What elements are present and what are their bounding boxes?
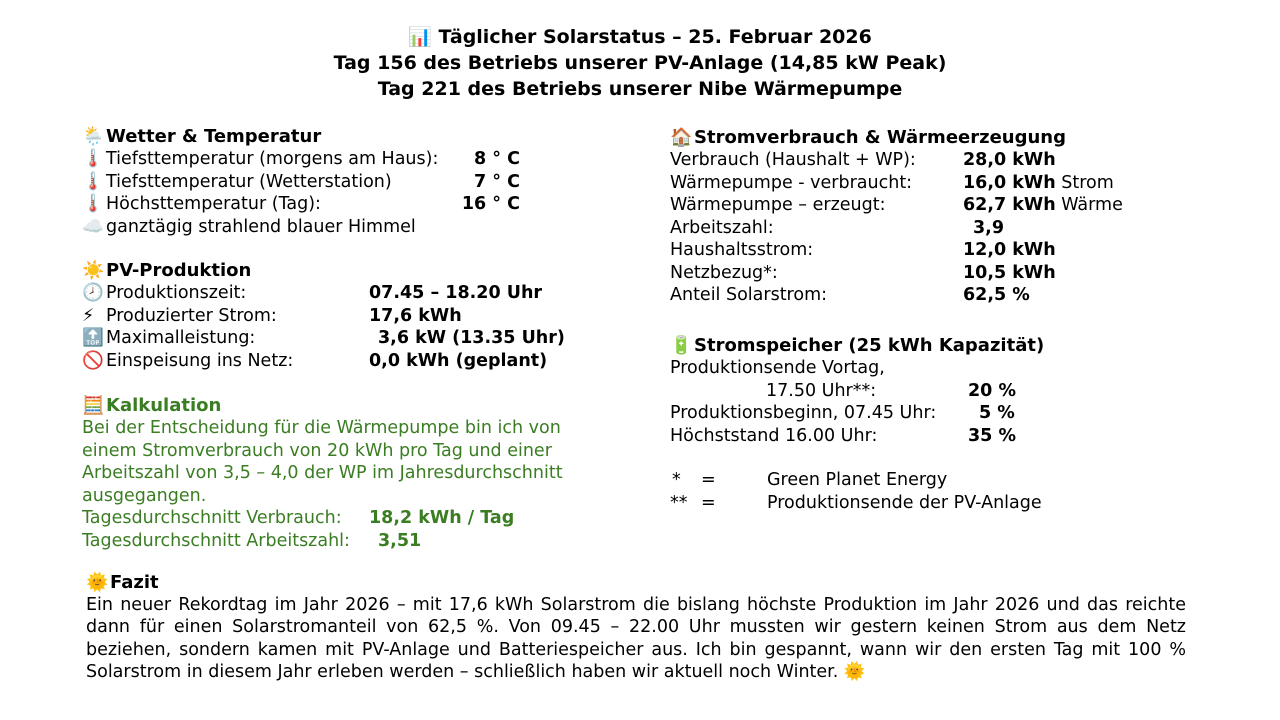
weather-icon: 🌦️ xyxy=(82,126,105,147)
top-icon: 🔝 xyxy=(82,328,104,348)
sun-face-icon: 🌞 xyxy=(843,661,866,682)
produced-energy-value: 17,6 kWh xyxy=(369,305,462,326)
pv-row: 🚫 Einspeisung ins Netz: 0,0 kWh (geplant) xyxy=(82,350,548,371)
consumption-section xyxy=(670,127,1210,307)
weather-sky-row: ☁️ ganztägig strahlend blauer Himmel xyxy=(82,216,416,237)
avg-consumption-value: 18,2 kWh / Tag xyxy=(369,508,515,528)
hp-consumed-value: 16,0 kWh xyxy=(963,172,1056,193)
total-consumption-value: 28,0 kWh xyxy=(963,150,1056,170)
thermometer-icon: 🌡️ xyxy=(82,194,104,214)
calculation-text: Bei der Entscheidung für die Wärmepumpe bin ich von einem Stromverbrauch von 20 kWh pro Tag und einer Arbeitszahl von 3,5 – 4,0 der WP im Jahresdurchschnitt ausgegangen. xyxy=(82,418,563,506)
temp-max-value: 16 ° C xyxy=(461,194,520,214)
storage-prev-end-value: 20 % xyxy=(968,380,1016,401)
weather-row: 🌡️ Tiefsttemperatur (Wetterstation) 7 ° C xyxy=(82,171,520,192)
pv-operation-day: Tag 156 des Betriebs unserer PV-Anlage (14,85 kW Peak) xyxy=(333,52,947,74)
grid-import-value: 10,5 kWh xyxy=(963,262,1056,283)
production-time-value: 07.45 – 18.20 Uhr xyxy=(369,283,543,303)
calculation-heading: 🧮Kalkulation xyxy=(82,395,222,416)
sun-face-icon: 🌞 xyxy=(86,572,109,593)
household-value: 12,0 kWh xyxy=(963,240,1056,260)
abacus-icon: 🧮 xyxy=(82,395,105,416)
storage-row: Höchststand 16.00 Uhr: 35 % xyxy=(670,425,1016,446)
footnote-row: * = Green Planet Energy xyxy=(672,470,948,490)
cloud-icon: ☁️ xyxy=(82,216,104,237)
consumption-row: Arbeitszahl: 3,9 xyxy=(670,217,1005,238)
temp-morning-value: 8 ° C xyxy=(474,149,520,169)
consumption-row: Wärmepumpe – erzeugt: 62,7 kWh Wärme xyxy=(670,195,1123,215)
thermometer-icon: 🌡️ xyxy=(82,149,104,169)
prohibited-icon: 🚫 xyxy=(82,350,104,371)
avg-cop-value: 3,51 xyxy=(378,530,422,551)
heatpump-operation-day: Tag 221 des Betriebs unserer Nibe Wärmepumpe xyxy=(377,78,903,100)
weather-heading: 🌦️Wetter & Temperatur xyxy=(82,126,322,147)
conclusion-text: Ein neuer Rekordtag im Jahr 2026 – mit 17,6 kWh Solarstrom die bislang höchste Produktion im Jahr 2026 und das reichte dann für einen Solarstromanteil von 62,5 %. Von 09.45 – 22.00 Uhr mussten wir gestern keinen Strom aus dem Netz beziehen, sondern kamen mit PV-Anlage und Batteriespeicher aus. Ich bin gespannt, wann wir den ersten Tag mit 100 % Solarstrom in diesem Jahr erleben werden – schließlich haben wir aktuell noch Winter. 🌞 xyxy=(86,595,1186,682)
calculation-row: Tagesdurchschnitt Verbrauch: 18,2 kWh / Tag xyxy=(82,508,515,528)
pv-section xyxy=(82,260,565,372)
battery-icon: 🔋 xyxy=(670,335,693,356)
consumption-row: Verbrauch (Haushalt + WP): 28,0 kWh xyxy=(670,150,1056,170)
temp-station-value: 7 ° C xyxy=(474,171,520,192)
storage-row: 17.50 Uhr**: 20 % xyxy=(766,380,1016,401)
storage-row: Produktionsende Vortag, xyxy=(670,358,885,378)
conclusion-heading: 🌞Fazit xyxy=(86,572,159,593)
consumption-row: Haushaltsstrom: 12,0 kWh xyxy=(670,240,1056,260)
grid-feed-value: 0,0 kWh (geplant) xyxy=(369,350,548,371)
consumption-row: Netzbezug*: 10,5 kWh xyxy=(670,262,1056,283)
storage-section xyxy=(670,335,1210,447)
thermometer-icon: 🌡️ xyxy=(82,171,104,192)
hp-produced-value: 62,7 kWh xyxy=(963,195,1056,215)
consumption-row: Anteil Solarstrom: 62,5 % xyxy=(670,285,1030,305)
storage-peak-value: 35 % xyxy=(968,425,1016,446)
weather-row: 🌡️ Höchsttemperatur (Tag): 16 ° C xyxy=(82,194,520,214)
chart-icon: 📊 xyxy=(408,26,432,48)
conclusion-section xyxy=(86,572,1186,683)
footnotes xyxy=(670,469,1210,514)
storage-start-value: 5 % xyxy=(979,403,1015,423)
consumption-heading: 🏠Stromverbrauch & Wärmeerzeugung xyxy=(670,127,1067,148)
calculation-row: Tagesdurchschnitt Arbeitszahl: 3,51 xyxy=(82,530,422,551)
weather-section xyxy=(82,126,562,238)
weather-row: 🌡️ Tiefsttemperatur (morgens am Haus): 8 ° C xyxy=(82,149,520,169)
footnote-row: ** = Produktionsende der PV-Anlage xyxy=(670,492,1042,513)
pv-heading: ☀️PV-Produktion xyxy=(82,260,252,281)
consumption-row: Wärmepumpe - verbraucht: 16,0 kWh Strom xyxy=(670,172,1114,193)
cop-value: 3,9 xyxy=(973,217,1005,238)
report-title: 📊 Täglicher Solarstatus – 25. Februar 2026 xyxy=(408,26,872,48)
pv-row: 🔝 Maximalleistung: 3,6 kW (13.35 Uhr) xyxy=(82,328,565,348)
calculation-section xyxy=(82,395,582,552)
report-header xyxy=(0,24,1280,102)
pv-row: 🕗 Produktionszeit: 07.45 – 18.20 Uhr xyxy=(82,283,543,303)
sun-icon: ☀️ xyxy=(82,260,105,281)
storage-row: Produktionsbeginn, 07.45 Uhr: 5 % xyxy=(670,403,1015,423)
storage-heading: 🔋Stromspeicher (25 kWh Kapazität) xyxy=(670,335,1045,356)
solar-share-value: 62,5 % xyxy=(963,285,1030,305)
max-power-value: 3,6 kW (13.35 Uhr) xyxy=(378,328,565,348)
clock-icon: 🕗 xyxy=(82,283,104,303)
pv-row: ⚡ Produzierter Strom: 17,6 kWh xyxy=(82,305,462,326)
lightning-icon: ⚡ xyxy=(82,305,95,326)
house-icon: 🏠 xyxy=(670,127,693,148)
